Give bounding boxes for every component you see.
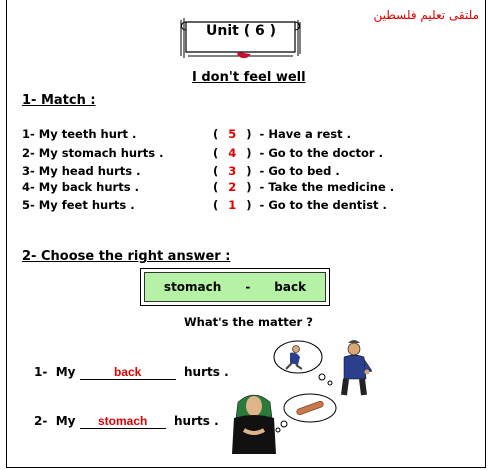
match-option-2: - Go to the doctor . bbox=[259, 146, 383, 160]
match-option-4: - Take the medicine . bbox=[259, 180, 395, 194]
match-answer-5: 1 bbox=[228, 198, 237, 212]
match-left-5: 5- My feet hurts . bbox=[22, 198, 135, 212]
match-left-3: 3- My head hurts . bbox=[22, 164, 141, 178]
match-right-3: ( 3 ) - Go to bed . bbox=[213, 164, 340, 178]
answer-post-1: hurts . bbox=[184, 365, 229, 379]
answer-pre-2: My bbox=[55, 414, 76, 428]
stomach-pain-illustration bbox=[230, 384, 340, 454]
answer-num-1: 1- bbox=[34, 365, 48, 379]
match-answer-2: 4 bbox=[228, 146, 237, 160]
section2-title: 2- Choose the right answer : bbox=[22, 249, 231, 264]
match-answer-3: 3 bbox=[228, 164, 237, 178]
match-answer-1: 5 bbox=[228, 127, 237, 141]
word-option-2: back bbox=[274, 280, 307, 294]
answer-post-2: hurts . bbox=[174, 414, 219, 428]
match-option-3: - Go to bed . bbox=[259, 164, 340, 178]
word-option-1: stomach bbox=[163, 280, 222, 294]
match-option-1: - Have a rest . bbox=[259, 127, 351, 141]
match-left-2: 2- My stomach hurts . bbox=[22, 146, 164, 160]
word-box-inner bbox=[144, 272, 326, 302]
match-right-4: ( 2 ) - Take the medicine . bbox=[213, 180, 395, 194]
match-left-1: 1- My teeth hurt . bbox=[22, 127, 137, 141]
match-answer-4: 2 bbox=[228, 180, 237, 194]
match-right-5: ( 1 ) - Go to the dentist . bbox=[213, 198, 387, 212]
word-box bbox=[140, 268, 330, 306]
answer-pre-1: My bbox=[55, 365, 76, 379]
question-prompt: What's the matter ? bbox=[184, 315, 313, 329]
answer-row-1 bbox=[34, 365, 229, 380]
match-option-5: - Go to the dentist . bbox=[259, 198, 387, 212]
match-left-4: 4- My back hurts . bbox=[22, 180, 139, 194]
answer-blank-1: back bbox=[80, 365, 176, 380]
lesson-title: I don't feel well bbox=[192, 70, 306, 85]
answer-num-2: 2- bbox=[34, 414, 48, 428]
word-separator: - bbox=[245, 280, 251, 294]
answer-blank-2: stomach bbox=[80, 414, 166, 429]
answer-row-2 bbox=[34, 414, 219, 429]
site-tag: ملتقى تعليم فلسطين bbox=[373, 8, 479, 22]
unit-title: Unit ( 6 ) bbox=[206, 23, 276, 39]
match-right-1: ( 5 ) - Have a rest . bbox=[213, 127, 351, 141]
match-right-2: ( 4 ) - Go to the doctor . bbox=[213, 146, 383, 160]
section1-title: 1- Match : bbox=[22, 93, 96, 108]
